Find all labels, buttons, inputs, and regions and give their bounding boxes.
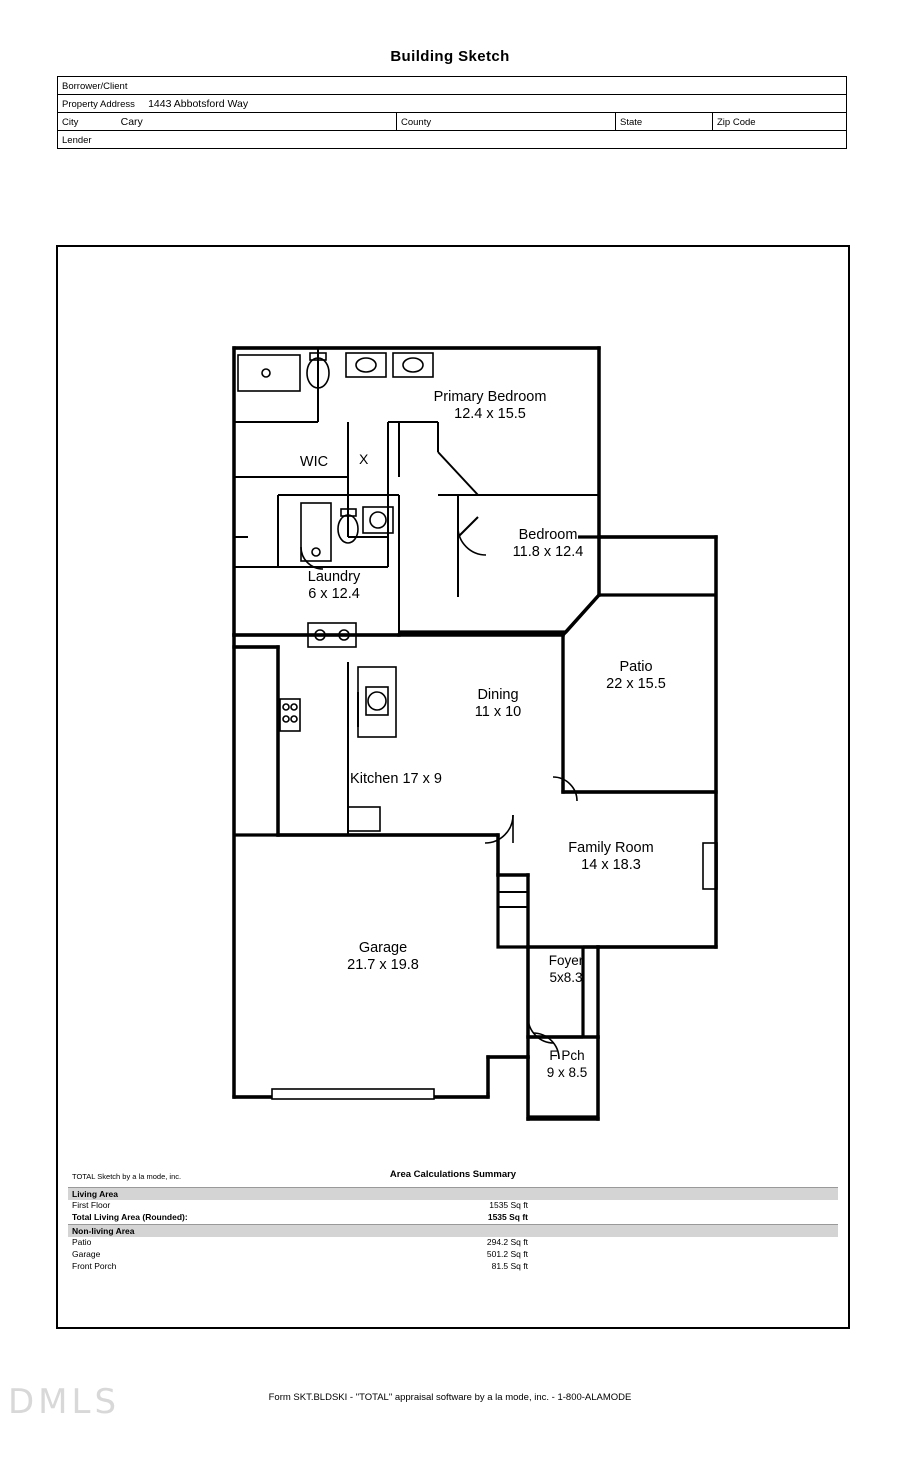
- garage-area-label: Garage: [72, 1249, 101, 1259]
- garage-area-value: 501.2 Sq ft: [486, 1249, 528, 1259]
- room-label-family-room: Family Room 14 x 18.3: [568, 840, 654, 873]
- dmls-watermark: DMLS: [8, 1382, 121, 1422]
- table-row: [68, 1212, 838, 1224]
- page-title: Building Sketch: [390, 48, 510, 65]
- form-footer-text: Form SKT.BLDSKI - "TOTAL" appraisal software by a la mode, inc. - 1-800-ALAMODE: [268, 1392, 632, 1403]
- table-row: [58, 113, 847, 131]
- county-label: County: [401, 116, 432, 128]
- room-label-garage: Garage 21.7 x 19.8: [347, 940, 419, 973]
- state-cell: [616, 113, 713, 131]
- first-floor-label: First Floor: [72, 1200, 111, 1210]
- room-label-wic: WIC: [299, 454, 329, 470]
- borrower-cell: [58, 77, 847, 95]
- zip-cell: [713, 113, 847, 131]
- patio-area-value: 294.2 Sq ft: [486, 1237, 528, 1247]
- table-row: [58, 77, 847, 95]
- zip-label: Zip Code: [717, 116, 756, 128]
- front-porch-area-label: Front Porch: [72, 1261, 117, 1271]
- county-cell: [397, 113, 616, 131]
- table-row: [58, 131, 847, 149]
- lender-label: Lender: [62, 134, 92, 146]
- room-label-laundry: Laundry 6 x 12.4: [307, 569, 361, 602]
- city-value: Cary: [120, 115, 143, 128]
- room-label-front-porch: F Pch 9 x 8.5: [546, 1048, 588, 1080]
- sketch-credit: TOTAL Sketch by a la mode, inc.: [72, 1172, 182, 1181]
- room-label-bedroom: Bedroom 11.8 x 12.4: [512, 527, 584, 560]
- table-row: [68, 1200, 838, 1212]
- city-label: City: [62, 116, 79, 128]
- lender-cell: [58, 131, 847, 149]
- room-label-foyer: Foyer 5x8.3: [548, 953, 584, 985]
- front-porch-area-value: 81.5 Sq ft: [491, 1261, 528, 1271]
- property-address-value: 1443 Abbotsford Way: [148, 97, 249, 110]
- city-cell: [58, 113, 397, 131]
- room-label-primary-bedroom: Primary Bedroom 12.4 x 15.5: [433, 389, 547, 422]
- room-label-kitchen: Kitchen 17 x 9: [350, 771, 442, 787]
- table-row: [58, 95, 847, 113]
- total-living-label: Total Living Area (Rounded):: [72, 1212, 188, 1222]
- property-address-cell: [58, 95, 847, 113]
- total-living-value: 1535 Sq ft: [487, 1212, 528, 1222]
- room-label-dining: Dining 11 x 10: [474, 687, 522, 720]
- property-address-label: Property Address: [62, 98, 135, 110]
- borrower-label: Borrower/Client: [62, 80, 128, 92]
- table-row: [68, 1261, 838, 1273]
- svg-text:X: X: [359, 451, 369, 467]
- table-row: [68, 1237, 838, 1249]
- state-label: State: [620, 116, 643, 128]
- nonliving-area-header: Non-living Area: [68, 1224, 838, 1237]
- patio-area-label: Patio: [72, 1237, 92, 1247]
- first-floor-value: 1535 Sq ft: [489, 1200, 528, 1210]
- room-label-patio: Patio 22 x 15.5: [606, 659, 666, 692]
- living-area-header: Living Area: [68, 1187, 838, 1200]
- area-summary-title: Area Calculations Summary: [389, 1169, 517, 1180]
- property-info-table: [57, 76, 847, 149]
- table-row: [68, 1249, 838, 1261]
- building-sketch-frame: [56, 245, 850, 1329]
- area-calculations-summary: [68, 1187, 838, 1273]
